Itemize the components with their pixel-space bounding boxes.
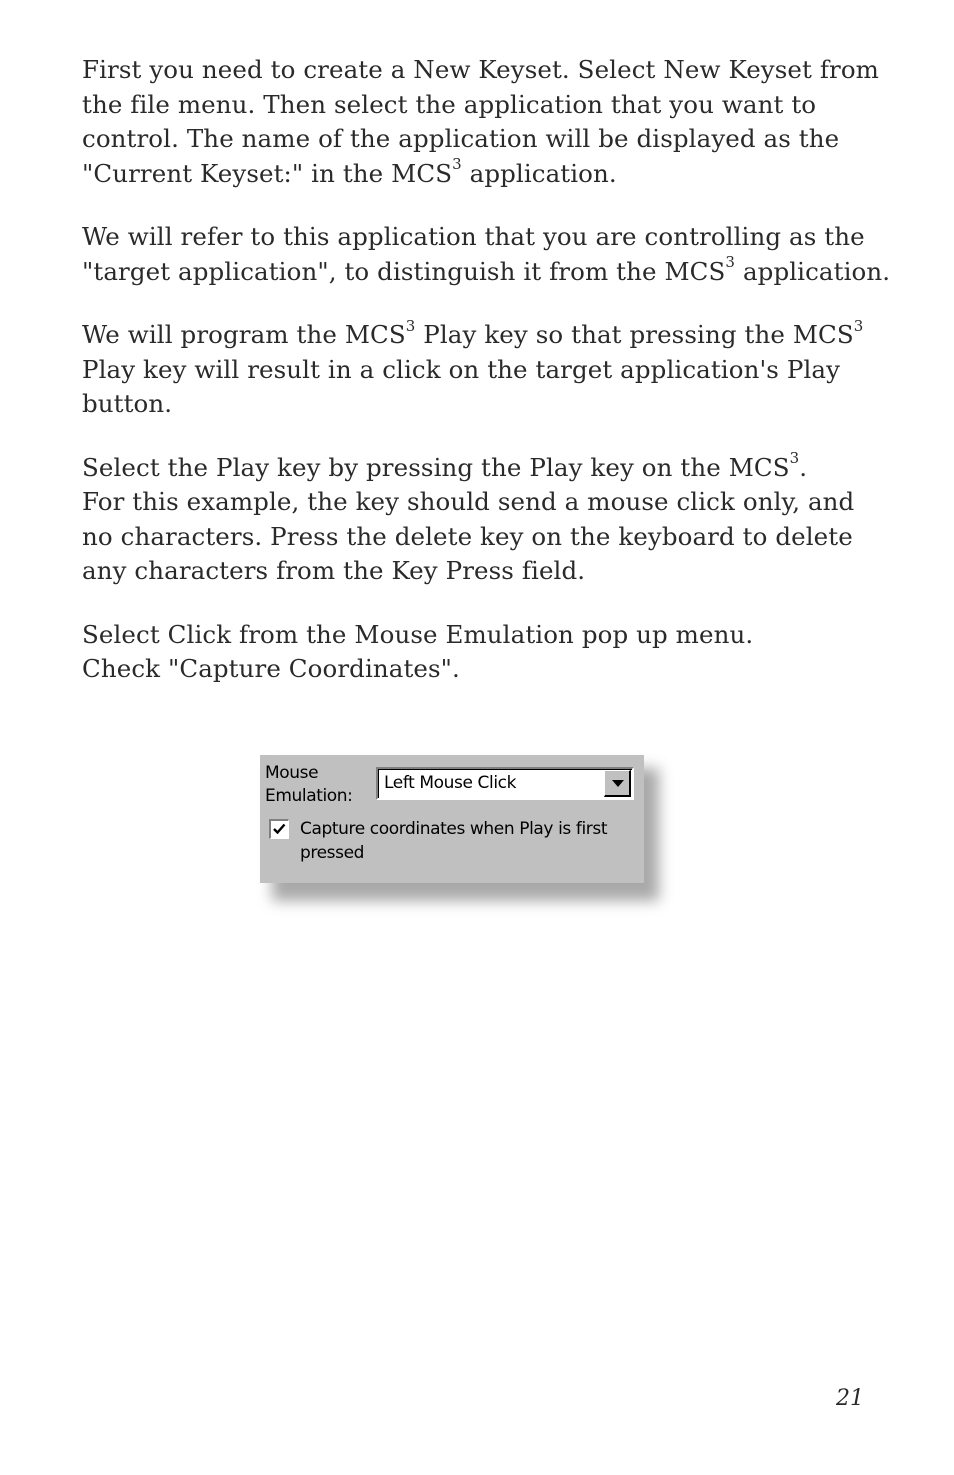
text-line: First you need to create a New Keyset. Select New Keyset from xyxy=(82,55,880,84)
text-line: Select Click from the Mouse Emulation pop up menu. xyxy=(82,619,754,649)
superscript: 3 xyxy=(452,155,462,174)
document-body xyxy=(82,53,891,716)
text-line: Play key will result in a click on the target application's Play xyxy=(82,354,841,384)
checkmark-icon xyxy=(272,822,287,837)
text-line: the file menu. Then select the application that you want to xyxy=(82,89,817,119)
text-line: "target application", to distinguish it from the MCS$^3$ application. xyxy=(82,253,891,286)
mouse-emulation-label: Mouse Emulation: xyxy=(265,763,353,806)
text-line: We will program the MCS$^3$ Play key so that pressing the MCS$^3$ xyxy=(82,316,864,349)
text-line: Check "Capture Coordinates". xyxy=(82,654,460,683)
text-line: Select the Play key by pressing the Play key on the MCS$^3$. xyxy=(82,449,808,482)
capture-coordinates-label: Capture coordinates when Play is first pressed xyxy=(300,819,608,863)
text-line: We will refer to this application that you are controlling as the xyxy=(82,222,865,251)
capture-coordinates-checkbox[interactable] xyxy=(269,819,289,839)
text-line: "Current Keyset:" in the MCS$^3$ application. xyxy=(82,155,617,188)
paragraph-program-play-key xyxy=(82,318,882,422)
select-value: Left Mouse Click xyxy=(384,773,517,793)
chevron-down-icon xyxy=(612,780,624,787)
text-line: any characters from the Key Press field. xyxy=(82,556,586,585)
mouse-emulation-panel xyxy=(260,755,644,883)
text-line: For this example, the key should send a mouse click only, and xyxy=(82,487,855,516)
paragraph-new-keyset xyxy=(82,53,882,191)
text-line: no characters. Press the delete key on the keyboard to delete xyxy=(82,521,853,551)
paragraph-mouse-emulation xyxy=(82,618,882,687)
text-line: button. xyxy=(82,389,173,418)
superscript: 3 xyxy=(789,449,800,468)
paragraph-select-play-key xyxy=(82,451,882,589)
text-line: control. The name of the application will be displayed as the xyxy=(82,124,840,153)
dropdown-button[interactable] xyxy=(604,770,631,797)
superscript: 3 xyxy=(405,316,416,335)
page-number: 21 xyxy=(836,1386,864,1411)
mouse-emulation-select[interactable] xyxy=(376,767,634,800)
superscript: 3 xyxy=(853,316,864,335)
paragraph-target-application xyxy=(82,220,891,289)
superscript: 3 xyxy=(725,253,736,272)
